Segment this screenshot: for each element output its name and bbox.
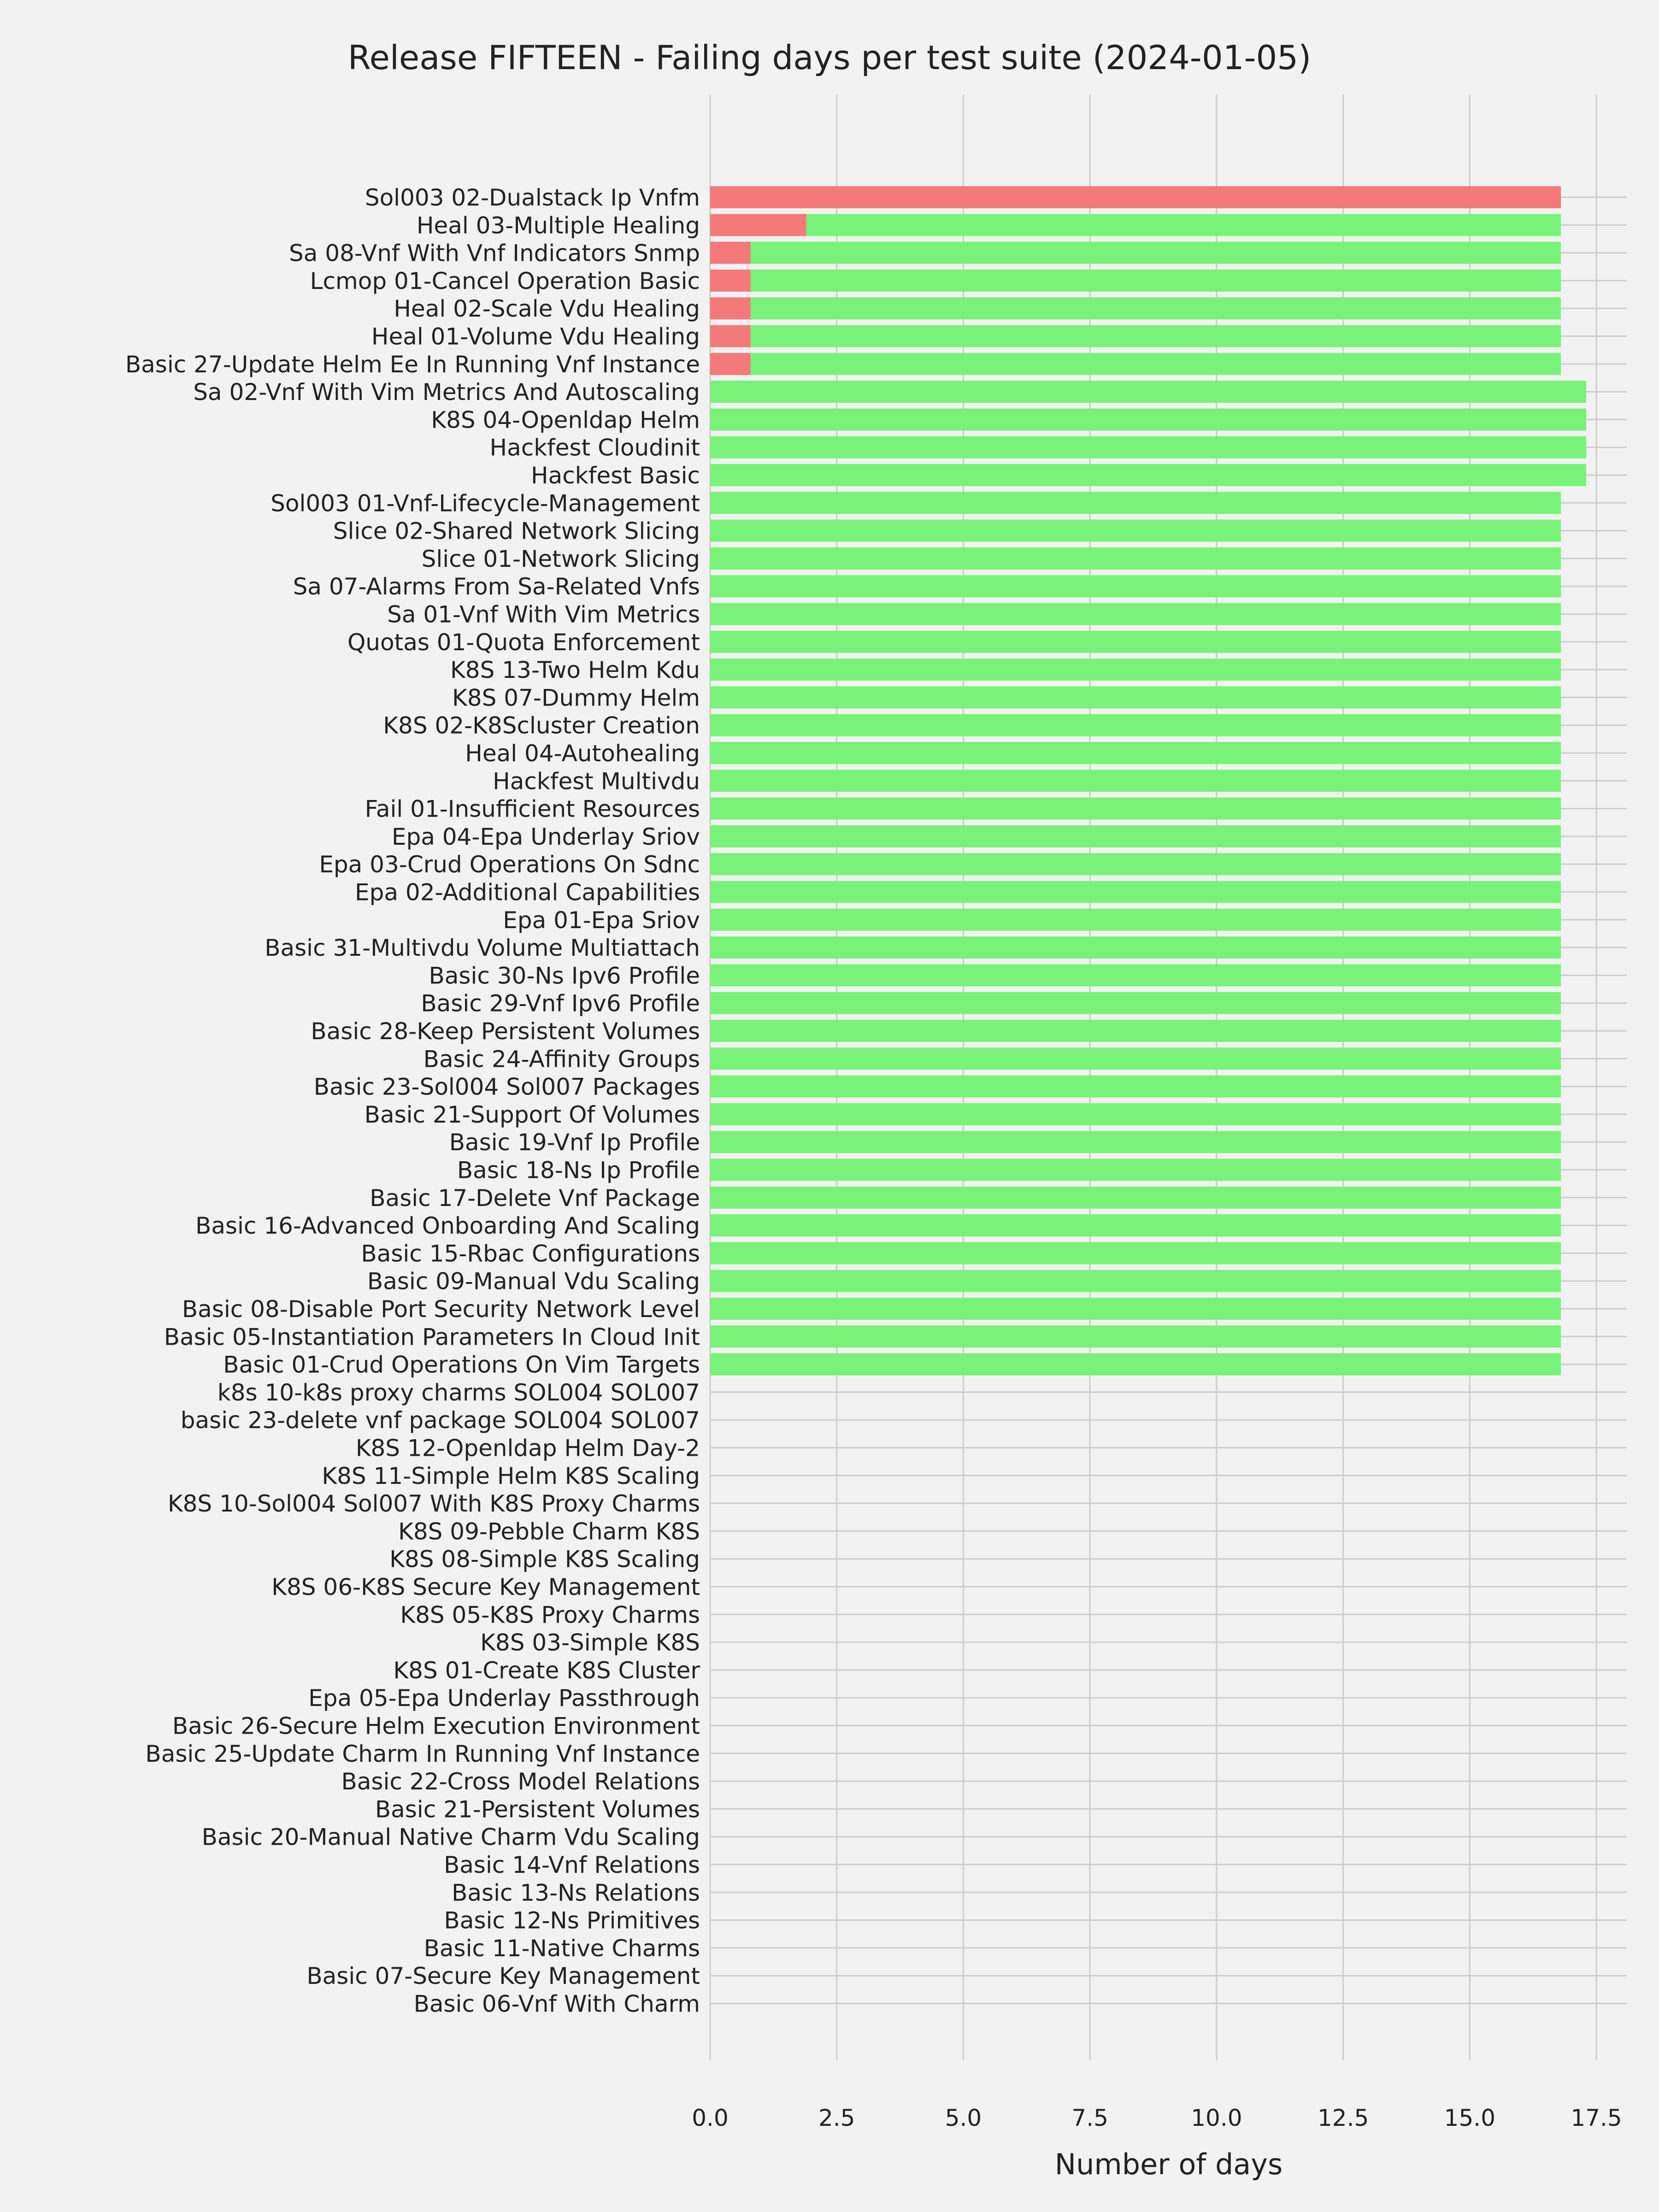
bar-passing: [710, 770, 1561, 792]
y-tick-label: Hackfest Basic: [531, 462, 700, 489]
bar-passing: [710, 575, 1561, 597]
y-tick-label: Basic 06-Vnf With Charm: [413, 1990, 700, 2018]
bar-passing: [710, 714, 1561, 736]
y-tick-label: Basic 25-Update Charm In Running Vnf Instance: [145, 1740, 700, 1767]
y-tick-label: Basic 21-Persistent Volumes: [375, 1796, 700, 1823]
bar-passing: [710, 1076, 1561, 1098]
bar-passing: [710, 992, 1561, 1014]
bar-passing: [710, 1298, 1561, 1320]
bar-passing: [751, 325, 1561, 347]
y-tick-label: Epa 02-Additional Capabilities: [355, 879, 700, 906]
bar-passing: [710, 381, 1586, 403]
bar-passing: [751, 270, 1561, 292]
y-tick-label: Basic 05-Instantiation Parameters In Cloud Init: [164, 1324, 700, 1351]
y-tick-label: Sol003 01-Vnf-Lifecycle-Management: [271, 490, 700, 517]
bar-failing: [710, 353, 751, 375]
y-tick-label: K8S 06-K8S Secure Key Management: [271, 1574, 700, 1600]
bar-passing: [710, 1242, 1561, 1264]
bar-passing: [751, 353, 1561, 375]
y-tick-label: Basic 31-Multivdu Volume Multiattach: [265, 935, 700, 962]
y-tick-label: Hackfest Multivdu: [493, 768, 700, 795]
x-tick-label: 5.0: [945, 2105, 982, 2131]
y-tick-label: Sa 02-Vnf With Vim Metrics And Autoscaling: [193, 379, 700, 406]
x-tick-label: 15.0: [1444, 2105, 1496, 2131]
x-tick-label: 7.5: [1071, 2105, 1108, 2131]
y-tick-label: Heal 01-Volume Vdu Healing: [371, 323, 700, 350]
bar-passing: [710, 686, 1561, 708]
y-tick-label: Basic 12-Ns Primitives: [444, 1907, 700, 1934]
y-tick-label: K8S 07-Dummy Helm: [452, 684, 700, 712]
y-tick-label: Hackfest Cloudinit: [489, 434, 700, 461]
y-tick-label: Heal 04-Autohealing: [465, 740, 700, 767]
bar-passing: [710, 1020, 1561, 1042]
x-tick-label: 10.0: [1191, 2105, 1242, 2131]
y-tick-label: Basic 19-Vnf Ip Profile: [449, 1129, 700, 1156]
y-tick-label: Basic 11-Native Charms: [424, 1935, 700, 1962]
bar-passing: [710, 881, 1561, 903]
bar-failing: [710, 186, 1561, 208]
y-tick-label: Sa 01-Vnf With Vim Metrics: [387, 601, 700, 628]
y-tick-label: K8S 08-Simple K8S Scaling: [389, 1546, 700, 1573]
y-tick-label: Sol003 02-Dualstack Ip Vnfm: [365, 184, 700, 211]
y-tick-label: Basic 13-Ns Relations: [452, 1879, 700, 1906]
bar-failing: [710, 297, 751, 319]
bar-passing: [806, 214, 1561, 236]
bar-passing: [710, 1187, 1561, 1209]
y-tick-label: K8S 11-Simple Helm K8S Scaling: [322, 1462, 700, 1489]
y-tick-label: Basic 23-Sol004 Sol007 Packages: [313, 1073, 700, 1100]
y-tick-label: Basic 16-Advanced Onboarding And Scaling: [195, 1212, 700, 1240]
bar-failing: [710, 325, 751, 347]
bar-failing: [710, 270, 751, 292]
bar-passing: [751, 242, 1561, 264]
x-tick-label: 2.5: [818, 2105, 855, 2131]
bar-passing: [710, 547, 1561, 570]
y-tick-label: Epa 01-Epa Sriov: [503, 906, 700, 934]
bar-passing: [710, 1270, 1561, 1292]
y-tick-label: Heal 03-Multiple Healing: [416, 212, 700, 239]
bar-passing: [710, 1047, 1561, 1070]
y-tick-label: Basic 14-Vnf Relations: [443, 1852, 700, 1878]
y-tick-label: Basic 27-Update Helm Ee In Running Vnf Instance: [125, 351, 700, 378]
bar-passing: [710, 936, 1561, 959]
y-tick-label: Epa 04-Epa Underlay Sriov: [391, 823, 700, 850]
bars: [710, 186, 1586, 1376]
y-tick-label: Basic 18-Ns Ip Profile: [457, 1157, 700, 1184]
y-tick-label: Slice 02-Shared Network Slicing: [333, 518, 700, 545]
bar-passing: [710, 825, 1561, 847]
y-tick-label: Basic 22-Cross Model Relations: [341, 1768, 700, 1795]
y-tick-label: Basic 15-Rbac Configurations: [361, 1240, 700, 1267]
y-tick-label: Epa 03-Crud Operations On Sdnc: [319, 851, 700, 878]
y-tick-label: K8S 05-K8S Proxy Charms: [400, 1601, 700, 1629]
y-tick-label: Slice 01-Network Slicing: [421, 545, 700, 572]
chart-title: Release FIFTEEN - Failing days per test suite (2024-01-05): [347, 38, 1312, 77]
y-tick-label: Sa 08-Vnf With Vnf Indicators Snmp: [289, 240, 700, 267]
y-tick-label: Epa 05-Epa Underlay Passthrough: [308, 1685, 700, 1712]
y-tick-label: Heal 02-Scale Vdu Healing: [394, 295, 700, 323]
x-tick-label: 12.5: [1317, 2105, 1369, 2131]
y-tick-label: K8S 04-Openldap Helm: [431, 406, 700, 434]
y-tick-label: K8S 12-Openldap Helm Day-2: [355, 1435, 700, 1462]
y-tick-label: Basic 07-Secure Key Management: [306, 1963, 700, 1990]
bar-failing: [710, 242, 751, 264]
y-tick-label: Lcmop 01-Cancel Operation Basic: [310, 267, 700, 294]
bar-passing: [710, 436, 1586, 459]
bar-passing: [710, 909, 1561, 931]
y-tick-label: Sa 07-Alarms From Sa-Related Vnfs: [293, 573, 700, 600]
y-tick-label: Quotas 01-Quota Enforcement: [347, 629, 700, 656]
bar-passing: [710, 1325, 1561, 1347]
y-tick-label: Basic 29-Vnf Ipv6 Profile: [421, 990, 700, 1017]
bar-failing: [710, 214, 806, 236]
y-tick-label: Basic 30-Ns Ipv6 Profile: [429, 962, 700, 989]
bar-passing: [710, 492, 1561, 514]
y-tick-label: K8S 09-Pebble Charm K8S: [398, 1518, 700, 1545]
bar-passing: [710, 742, 1561, 764]
y-tick-label: Basic 21-Support Of Volumes: [364, 1101, 700, 1128]
y-tick-label: Basic 26-Secure Helm Execution Environment: [172, 1712, 700, 1740]
y-tick-label: K8S 10-Sol004 Sol007 With K8S Proxy Charms: [167, 1490, 700, 1518]
x-axis-title: Number of days: [1054, 2147, 1283, 2181]
bar-passing: [751, 297, 1561, 319]
y-tick-label: Basic 24-Affinity Groups: [423, 1046, 700, 1073]
y-tick-label: K8S 02-K8Scluster Creation: [383, 712, 700, 739]
bar-passing: [710, 520, 1561, 542]
y-tick-label: k8s 10-k8s proxy charms SOL004 SOL007: [217, 1379, 700, 1406]
y-tick-label: Basic 17-Delete Vnf Package: [370, 1184, 700, 1212]
y-tick-label: Basic 09-Manual Vdu Scaling: [367, 1268, 700, 1295]
y-tick-label: K8S 03-Simple K8S: [480, 1629, 700, 1656]
bar-passing: [710, 464, 1586, 486]
bar-passing: [710, 1353, 1561, 1376]
bar-passing: [710, 1103, 1561, 1125]
bar-passing: [710, 1131, 1561, 1153]
bar-passing: [710, 1159, 1561, 1181]
bar-passing: [710, 853, 1561, 875]
bar-passing: [710, 659, 1561, 681]
y-tick-label: basic 23-delete vnf package SOL004 SOL007: [180, 1407, 700, 1434]
y-tick-label: Basic 01-Crud Operations On Vim Targets: [223, 1351, 700, 1378]
bar-passing: [710, 408, 1586, 430]
x-tick-label: 17.5: [1571, 2105, 1622, 2131]
bar-passing: [710, 1214, 1561, 1236]
y-tick-label: Basic 28-Keep Persistent Volumes: [311, 1018, 700, 1045]
bar-passing: [710, 631, 1561, 653]
y-tick-label: K8S 01-Create K8S Cluster: [393, 1657, 700, 1684]
bar-passing: [710, 798, 1561, 820]
bar-passing: [710, 964, 1561, 986]
y-tick-label: K8S 13-Two Helm Kdu: [450, 657, 700, 684]
bar-passing: [710, 603, 1561, 625]
y-tick-label: Fail 01-Insufficient Resources: [365, 795, 700, 823]
y-tick-label: Basic 08-Disable Port Security Network Level: [182, 1296, 700, 1323]
x-tick-label: 0.0: [692, 2105, 729, 2131]
y-tick-label: Basic 20-Manual Native Charm Vdu Scaling: [201, 1824, 700, 1851]
